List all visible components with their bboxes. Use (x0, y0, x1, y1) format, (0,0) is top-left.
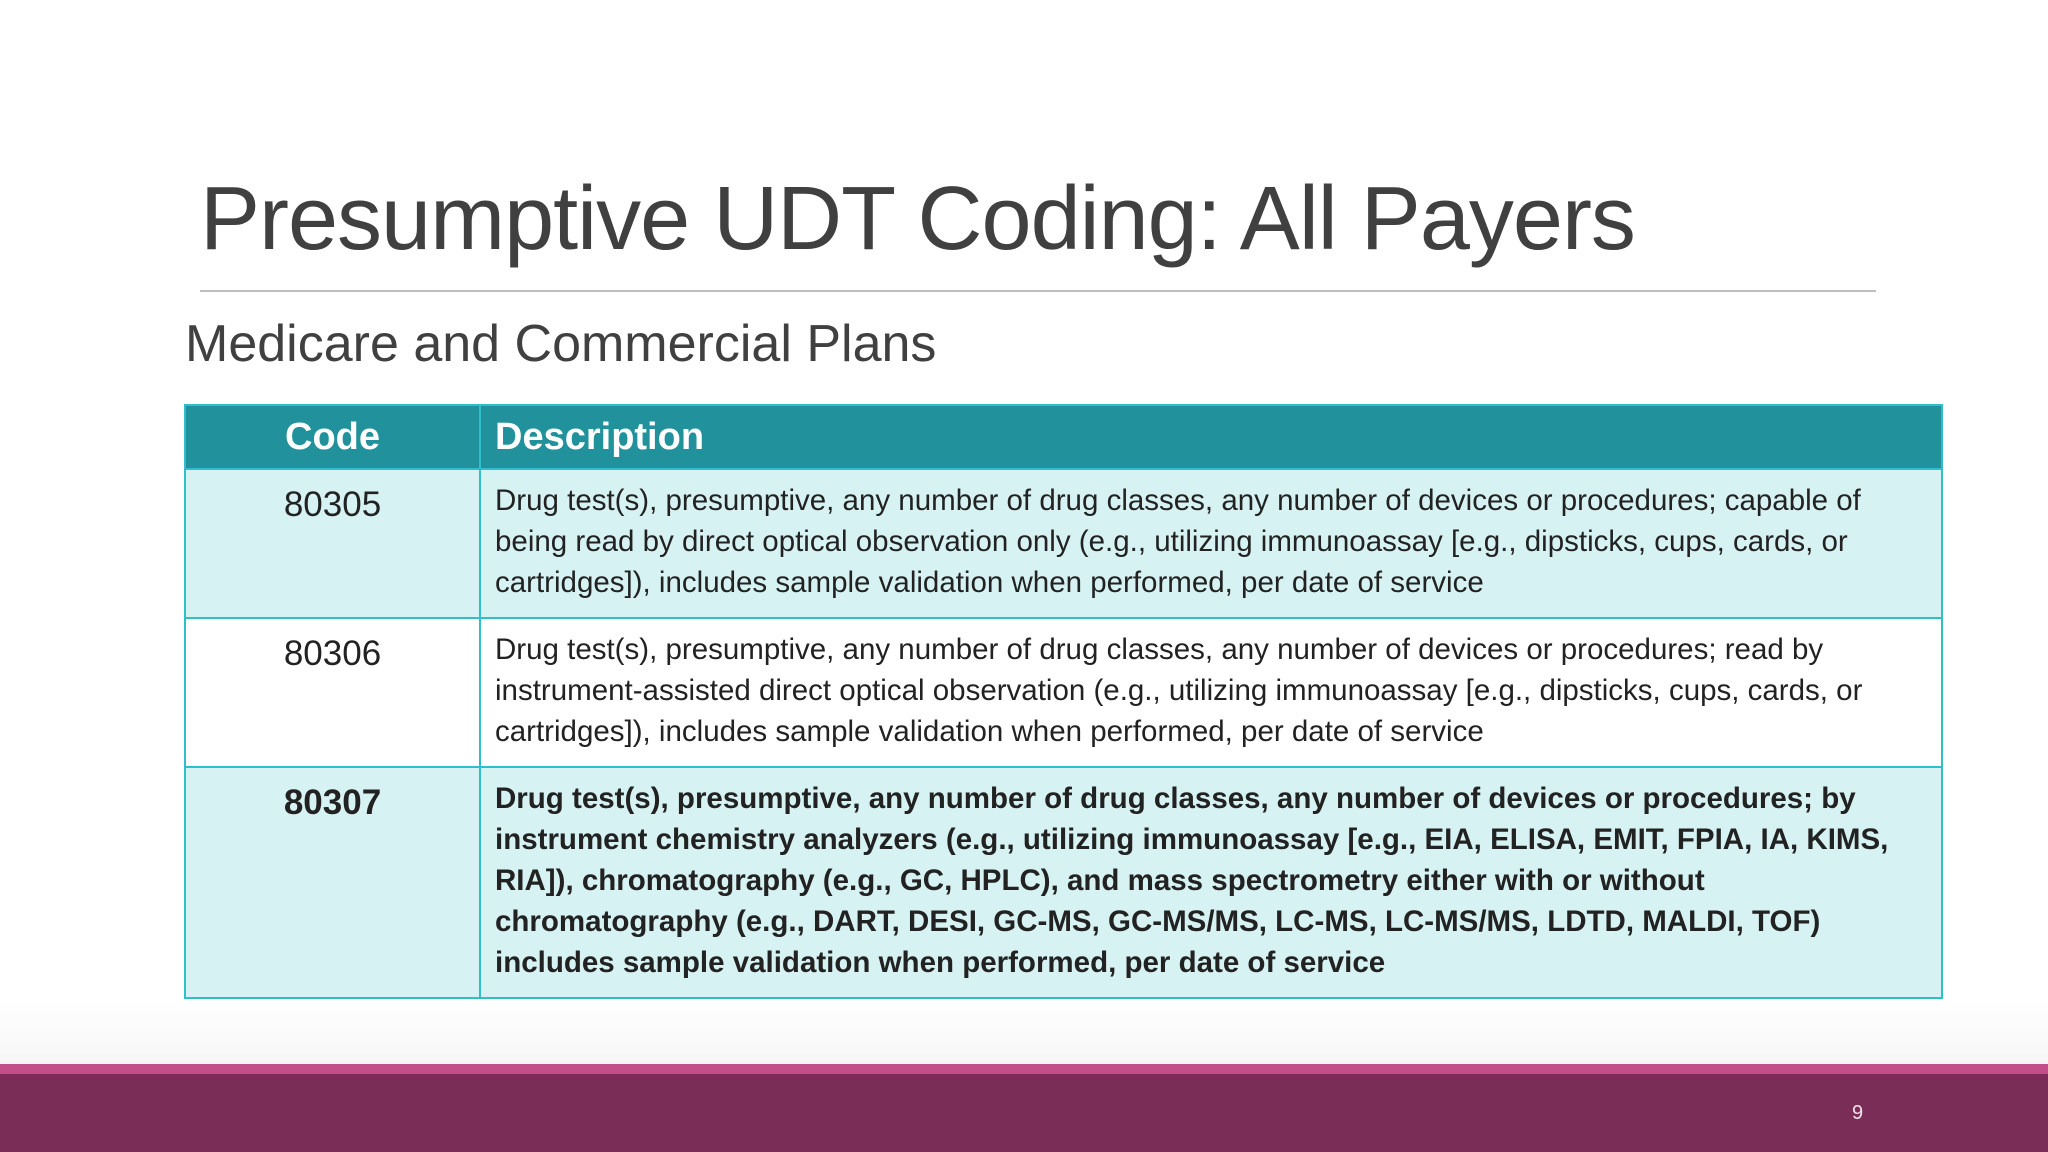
table-row (185, 618, 1942, 767)
footer-shadow (0, 1000, 2048, 1064)
table-row (185, 767, 1942, 998)
footer-accent-stripe (0, 1064, 2048, 1074)
slide-title: Presumptive UDT Coding: All Payers (200, 169, 1635, 269)
code-cell: 80305 (185, 469, 480, 618)
description-cell: Drug test(s), presumptive, any number of drug classes, any number of devices or procedures; read by instrument-assisted direct optical observation (e.g., utilizing immunoassay [e.g., dipsticks, cups, cards, or cartridges]), includes sample validation when performed, per date of service (480, 618, 1942, 767)
udt-code-table (184, 404, 1943, 999)
code-cell: 80307 (185, 767, 480, 998)
page-number: 9 (1852, 1102, 1864, 1124)
title-divider (200, 290, 1876, 292)
description-cell: Drug test(s), presumptive, any number of drug classes, any number of devices or procedures; by instrument chemistry analyzers (e.g., utilizing immunoassay [e.g., EIA, ELISA, EMIT, FPIA, IA, KIMS, RIA]), chromatography (e.g., GC, HPLC), and mass spectrometry either with or without chromatography (e.g., DART, DESI, GC-MS, GC-MS/MS, LC-MS, LC-MS/MS, LDTD, MALDI, TOF) includes sample validation when performed, per date of service (480, 767, 1942, 998)
footer-bar (0, 1074, 2048, 1152)
slide-subtitle: Medicare and Commercial Plans (185, 315, 937, 373)
code-cell: 80306 (185, 618, 480, 767)
column-header-description: Description (480, 405, 1942, 469)
column-header-code: Code (185, 405, 480, 469)
table-header-row (185, 405, 1942, 469)
table-row (185, 469, 1942, 618)
description-cell: Drug test(s), presumptive, any number of drug classes, any number of devices or procedures; capable of being read by direct optical observation only (e.g., utilizing immunoassay [e.g., dipsticks, cups, cards, or cartridges]), includes sample validation when performed, per date of service (480, 469, 1942, 618)
